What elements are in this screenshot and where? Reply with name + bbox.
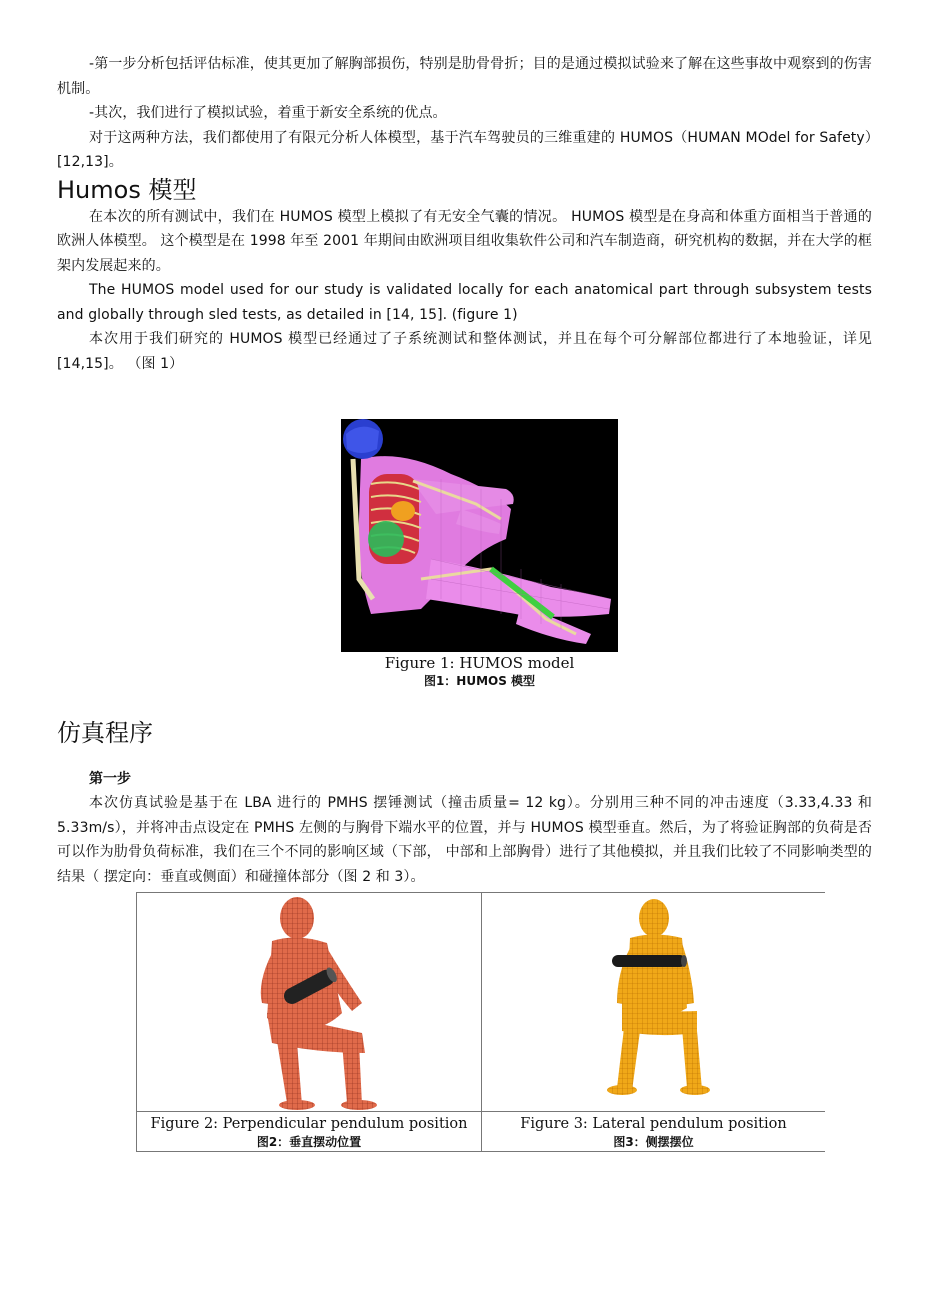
figure-2-caption-en: Figure 2: Perpendicular pendulum position [150,1116,468,1132]
figure-3-caption [482,1111,825,1152]
humos-paragraph-1: 在本次的所有测试中，我们在 HUMOS 模型上模拟了有无安全气囊的情况。 HUMOS 模型是在身高和体重方面相当于普通的欧洲人体模型。 这个模型是在 1998 年至 2001 年期间由欧洲项目组收集软件公司和汽车制造商，研究机构的数据，并在大学的框架内发展起来的。 [57,208,872,274]
humos-paragraph-2: The HUMOS model used for our study is validated locally for each anatomical part through subsystem tests and globally through sled tests, as detailed in [14, 15]. (figure 1) [57,282,872,323]
simulation-subheading: 第一步 [89,771,131,787]
figure-table [136,892,825,1152]
humos-model-illustration [341,419,618,652]
lateral-pendulum-illustration [482,893,825,1111]
figure-2-caption [137,1111,481,1152]
humos-heading: Humos 模型 [57,175,197,204]
figure-3-caption-zh: 图3：侧摆摆位 [613,1135,694,1149]
humos-paragraph-3: 本次用于我们研究的 HUMOS 模型已经通过了子系统测试和整体测试，并且在每个可分解部位都进行了本地验证，详见[14,15]。 （图 1） [57,331,872,372]
figure-2-image [137,893,481,1111]
figure-3-caption-en: Figure 3: Lateral pendulum position [520,1116,787,1132]
figure-1-image [341,419,618,652]
intro-paragraph-3: 对于这两种方法，我们都使用了有限元分析人体模型，基于汽车驾驶员的三维重建的 HUMOS（HUMAN MOdel for Safety）[12,13]。 [57,129,872,170]
simulation-paragraph-1: 本次仿真试验是基于在 LBA 进行的 PMHS 摆锤测试（撞击质量= 12 kg）。分别用三种不同的冲击速度（3.33,4.33 和 5.33m/s），并将冲击点设定在 PMHS 左侧的与胸骨下端水平的位置，并与 HUMOS 模型垂直。然后，为了将验证胸部的负荷是否可以作为肋骨负荷标准，我们在三个不同的影响区域（下部， 中部和上部胸骨）进行了其他模拟，并且我们比较了不同影响类型的结果（ 摆定向：垂直或侧面）和碰撞体部分（图 2 和 3）。 [57,795,872,885]
figure-1-caption [341,654,618,689]
document-body [57,52,872,376]
figure-3-image [482,893,825,1111]
simulation-heading: 仿真程序 [57,719,153,747]
perpendicular-pendulum-illustration [137,893,481,1111]
intro-paragraph-2: -其次，我们进行了模拟试验，着重于新安全系统的优点。 [89,105,447,121]
figure-1-caption-zh: 图1：HUMOS 模型 [423,674,536,688]
figure-2-cell [137,893,482,1151]
intro-paragraph-1: -第一步分析包括评估标准，使其更加了解胸部损伤，特别是肋骨骨折；目的是通过模拟试验来了解在这些事故中观察到的伤害机制。 [57,56,872,97]
figure-2-caption-zh: 图2：垂直摆动位置 [256,1135,362,1149]
figure-1-caption-en: Figure 1: HUMOS model [384,654,575,672]
figure-3-cell [482,893,825,1151]
